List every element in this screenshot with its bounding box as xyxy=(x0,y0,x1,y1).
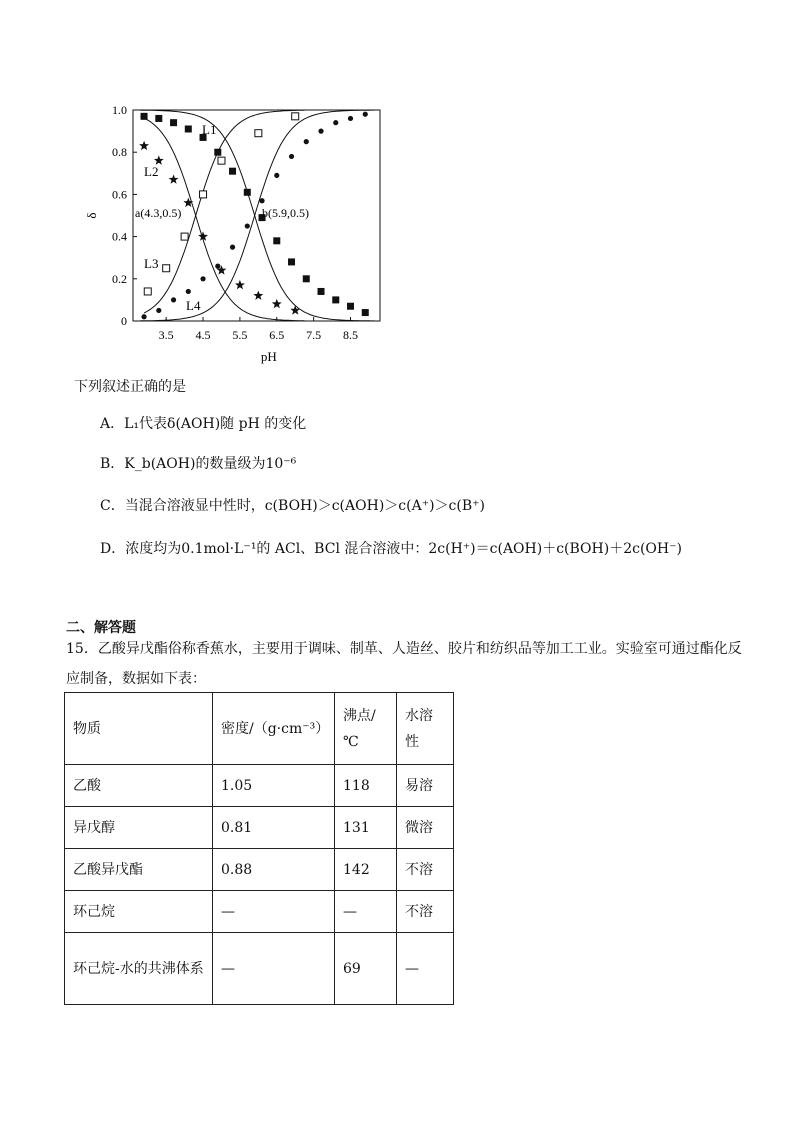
data-point-L1 xyxy=(141,113,148,120)
option-letter: A． xyxy=(100,416,125,432)
table-row xyxy=(65,849,454,891)
data-point-L3 xyxy=(163,265,170,272)
table-row xyxy=(65,933,454,1005)
problem-15-text: 15．乙酸异戊酯俗称香蕉水，主要用于调味、制革、人造丝、胶片和纺织品等加工工业。实验室可通过酯化反应制备，数据如下表： xyxy=(66,641,742,687)
x-tick-label: 8.5 xyxy=(343,328,359,342)
y-tick-label: 1.0 xyxy=(112,103,127,117)
data-point-L4 xyxy=(274,173,279,178)
table-row xyxy=(65,807,454,849)
x-tick-label: 4.5 xyxy=(195,328,211,342)
curve-label: L2 xyxy=(144,164,159,179)
data-point-L1 xyxy=(318,288,325,295)
data-point-L1 xyxy=(332,296,339,303)
data-point-L4 xyxy=(259,198,264,203)
option-letter: C． xyxy=(100,498,125,514)
point-annotation: b(5.9,0.5) xyxy=(262,206,309,220)
table-cell: 不溶 xyxy=(397,849,454,891)
data-point-L3 xyxy=(200,191,207,198)
y-tick-label: 0.2 xyxy=(112,271,127,286)
question-stem: 下列叙述正确的是 xyxy=(74,379,186,395)
data-point-L4 xyxy=(156,308,161,313)
x-axis-label: pH xyxy=(260,349,277,364)
data-point-L1 xyxy=(185,125,192,132)
data-point-L4 xyxy=(348,116,353,121)
data-point-L4 xyxy=(304,139,309,144)
data-point-L1 xyxy=(288,258,295,265)
option-letter: B． xyxy=(100,456,125,472)
data-point-L2 xyxy=(272,299,282,308)
table-header-cell: 沸点/℃ xyxy=(335,693,397,765)
table-row xyxy=(65,765,454,807)
data-point-L3 xyxy=(144,288,151,295)
data-point-L4 xyxy=(141,314,146,319)
x-tick-label: 6.5 xyxy=(269,328,285,342)
table-cell: 131 xyxy=(335,807,397,849)
point-annotation: a(4.3,0.5) xyxy=(135,206,182,220)
table-cell: 易溶 xyxy=(397,765,454,807)
data-table xyxy=(64,692,454,1005)
data-point-L2 xyxy=(139,141,149,150)
data-point-L4 xyxy=(363,112,368,117)
section-title: 二、解答题 xyxy=(66,620,136,636)
table-header-cell: 物质 xyxy=(65,693,213,765)
y-tick-label: 0.6 xyxy=(112,187,127,202)
table-header-row xyxy=(65,693,454,765)
option-text: 浓度均为0.1mol·L⁻¹的 ACl、BCl 混合溶液中：2c(H⁺)＝c(AOH)＋c(BOH)＋2c(OH⁻) xyxy=(125,541,682,557)
x-tick-label: 3.5 xyxy=(158,328,174,342)
data-point-L4 xyxy=(289,154,294,159)
table-cell: — xyxy=(335,891,397,933)
table-cell: 118 xyxy=(335,765,397,807)
data-point-L2 xyxy=(169,174,179,183)
y-axis-label: δ xyxy=(84,212,99,219)
table-cell: 环己烷-水的共沸体系 xyxy=(65,933,213,1005)
data-point-L4 xyxy=(230,245,235,250)
table-cell: 乙酸异戊酯 xyxy=(65,849,213,891)
data-point-L2 xyxy=(235,280,245,289)
data-point-L3 xyxy=(255,130,262,137)
data-point-L3 xyxy=(218,157,225,164)
option-text: K_b(AOH)的数量级为10⁻⁶ xyxy=(124,456,297,472)
data-point-L1 xyxy=(362,309,369,316)
table-cell: 异戊醇 xyxy=(65,807,213,849)
data-point-L1 xyxy=(347,303,354,310)
data-point-L4 xyxy=(333,120,338,125)
table-header-cell: 水溶性 xyxy=(397,693,454,765)
curve-label: L1 xyxy=(202,122,217,137)
data-point-L4 xyxy=(215,264,220,269)
table-header-cell: 密度/（g·cm⁻³） xyxy=(213,693,335,765)
data-point-L1 xyxy=(214,149,221,156)
y-tick-label: 0.8 xyxy=(112,145,127,160)
option-d xyxy=(100,538,682,558)
option-a xyxy=(100,413,306,433)
option-text: L₁代表δ(AOH)随 pH 的变化 xyxy=(124,416,307,432)
data-point-L2 xyxy=(253,291,263,300)
table-cell: — xyxy=(213,891,335,933)
table-row xyxy=(65,891,454,933)
table-cell: 1.05 xyxy=(213,765,335,807)
data-point-L4 xyxy=(245,223,250,228)
table-cell: 142 xyxy=(335,849,397,891)
data-point-L1 xyxy=(273,237,280,244)
curve-label: L3 xyxy=(144,256,159,271)
option-text: 当混合溶液显中性时，c(BOH)＞c(AOH)＞c(A⁺)＞c(B⁺) xyxy=(124,498,485,514)
y-tick-label: 0.4 xyxy=(112,229,127,244)
data-point-L4 xyxy=(186,289,191,294)
table-cell: — xyxy=(397,933,454,1005)
table-cell: 69 xyxy=(335,933,397,1005)
data-point-L4 xyxy=(318,129,323,134)
table-cell: 不溶 xyxy=(397,891,454,933)
table-cell: 环己烷 xyxy=(65,891,213,933)
option-letter: D． xyxy=(100,541,126,557)
data-point-L1 xyxy=(229,168,236,175)
data-point-L1 xyxy=(155,115,162,122)
data-point-L2 xyxy=(183,198,193,207)
option-c xyxy=(100,495,485,515)
data-point-L2 xyxy=(290,305,300,314)
table-cell: 0.81 xyxy=(213,807,335,849)
x-tick-label: 7.5 xyxy=(306,328,322,342)
distribution-chart xyxy=(84,98,390,370)
data-point-L3 xyxy=(292,113,299,120)
x-tick-label: 5.5 xyxy=(232,328,248,342)
table-cell: 乙酸 xyxy=(65,765,213,807)
data-point-L4 xyxy=(200,276,205,281)
data-point-L1 xyxy=(303,275,310,282)
data-point-L3 xyxy=(181,233,188,240)
table-cell: 0.88 xyxy=(213,849,335,891)
y-tick-label: 0 xyxy=(121,314,127,328)
table-cell: 微溶 xyxy=(397,807,454,849)
option-b xyxy=(100,453,296,473)
table-cell: — xyxy=(213,933,335,1005)
data-point-L1 xyxy=(170,119,177,126)
curve-label: L4 xyxy=(186,298,201,313)
data-point-L4 xyxy=(171,297,176,302)
data-point-L1 xyxy=(244,189,251,196)
